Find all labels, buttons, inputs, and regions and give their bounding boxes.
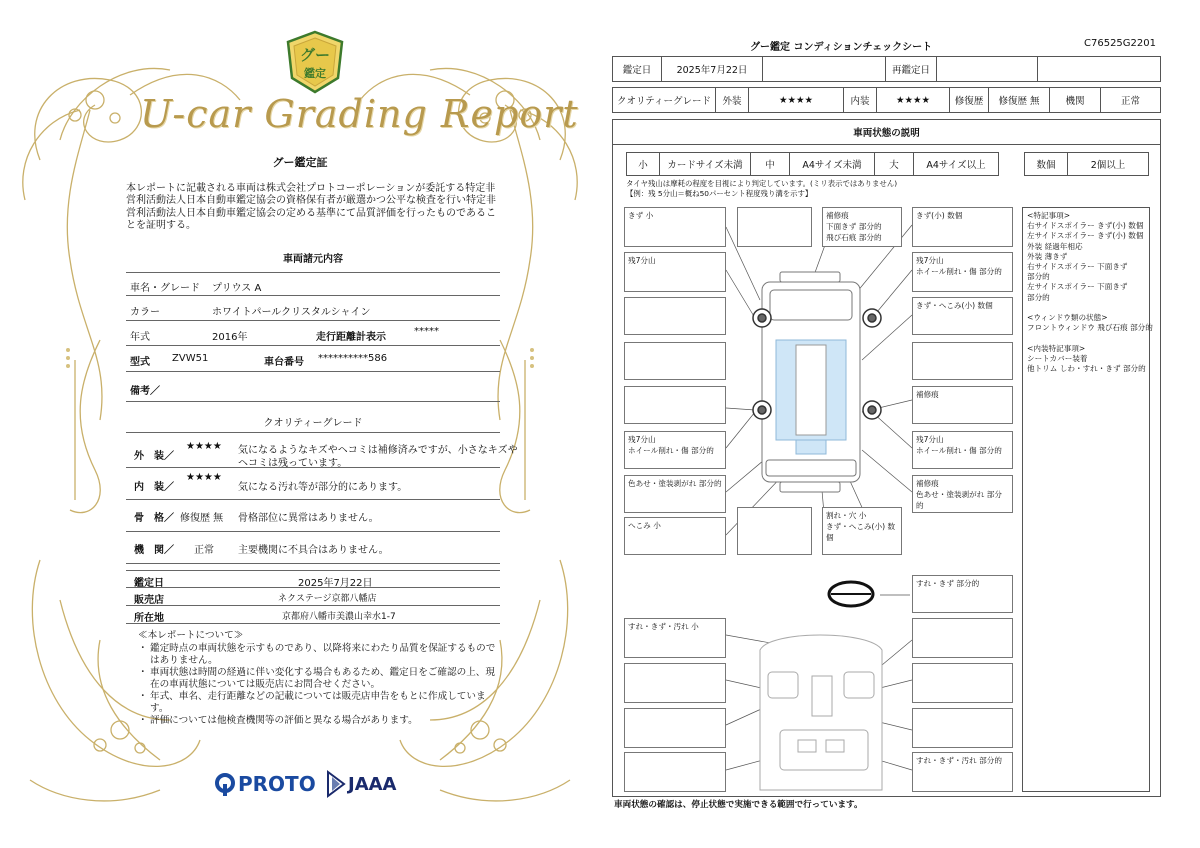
- appraisal-shop-value: ネクステージ京都八幡店: [278, 594, 377, 604]
- grade-int-value: ★★★★: [876, 87, 950, 113]
- spec-remarks-label: 備考／: [130, 386, 160, 397]
- date-value-cell: 2025年7月22日: [661, 56, 763, 82]
- sheet-code: C76525G2201: [1084, 38, 1156, 49]
- appraisal-address-value: 京都府八幡市美濃山幸水1-7: [282, 612, 396, 622]
- grade-engine-label: 機関: [1049, 87, 1101, 113]
- annotation-empty: [912, 663, 1013, 703]
- quality-interior-stars: ★★★★: [186, 472, 222, 483]
- footer-logos: [214, 770, 414, 800]
- spec-year-label: 年式: [130, 332, 150, 343]
- spec-row-model: [126, 346, 500, 372]
- quality-frame-text: 骨格部位に異常はありません。: [238, 513, 379, 524]
- jaaa-logo: JAAA: [348, 774, 397, 795]
- appraisal-date-value: 2025年7月22日: [298, 578, 373, 589]
- size-medium-label: 中: [750, 152, 790, 176]
- appraisal-date-row: [126, 570, 500, 588]
- spec-row-year: [126, 321, 500, 346]
- spec-row-remarks: [126, 372, 500, 402]
- quality-exterior-stars: ★★★★: [186, 441, 222, 452]
- notice-item: ・ 評価については他検査機関等の評価と異なる場合があります。: [138, 715, 418, 726]
- annotation-empty: [737, 507, 812, 555]
- spec-model-value: ZVW51: [172, 353, 209, 364]
- spec-color-label: カラー: [130, 307, 160, 318]
- date-empty-cell: [762, 56, 886, 82]
- notice-item: ・ 年式、車名、走行距離などの記載については販売店申告をもとに作成しています。: [138, 691, 486, 714]
- appraisal-address-label: 所在地: [134, 613, 164, 624]
- annotation-right-rear-door: 補修痕: [912, 386, 1013, 424]
- annotation-front-right-tire: 残7分山 ホイール削れ・傷 部分的: [912, 252, 1013, 292]
- appraisal-shop-label: 販売店: [134, 595, 164, 606]
- spec-mileage-value: *****: [414, 326, 439, 337]
- state-title-cell: 車両状態の説明: [612, 119, 1161, 145]
- quality-engine-text: 主要機関に不具合はありません。: [238, 545, 389, 556]
- date-label-cell: 鑑定日: [612, 56, 662, 82]
- report-title: U-car Grading Report: [140, 92, 579, 136]
- notice-item: ・ 鑑定時点の車両状態を示すものであり、以降将来にわたり品質を保証するものではありません。: [138, 643, 496, 666]
- special-notes: <特記事項> 右サイドスポイラー きず(小) 数個 左サイドスポイラー きず(小) 数個 外装 経過年相応 外装 薄きず 右サイドスポイラー 下面きず 部分的 左サイドスポイラー 下面きず 部分的 <ウィンドウ類の状態> フロントウィンドウ 飛び石痕 部分的 <内装特記事項> シートカバー装着 他トリム しわ・すれ・きず 部分的: [1022, 207, 1150, 792]
- spec-name-label: 車名・グレード: [130, 283, 200, 294]
- size-large-desc: A4サイズ以上: [913, 152, 999, 176]
- notice-heading: ≪本レポートについて≫: [138, 630, 244, 641]
- svg-text:グー: グー: [299, 46, 331, 64]
- appraisal-shop-row: [126, 588, 500, 606]
- annotation-rear-right-panel: 補修痕 色あせ・塗装剥がれ 部分的: [912, 475, 1013, 513]
- annotation-empty: [912, 618, 1013, 658]
- annotation-front-bumper: 補修痕 下面きず 部分的 飛び石痕 部分的: [822, 207, 902, 247]
- sheet-title: グー鑑定 コンディションチェックシート: [750, 42, 933, 53]
- grade-ext-label: 外装: [715, 87, 749, 113]
- appraisal-date-label: 鑑定日: [134, 578, 164, 589]
- grade-ext-value: ★★★★: [748, 87, 844, 113]
- quality-section-title: クオリティーグレード: [263, 418, 363, 429]
- quality-exterior-label: 外 装／: [134, 451, 174, 462]
- quality-frame-label: 骨 格／: [134, 513, 174, 524]
- spec-section-title: 車両諸元内容: [283, 254, 343, 265]
- svg-text:鑑定: 鑑定: [304, 67, 326, 80]
- quality-engine-value: 正常: [194, 545, 214, 556]
- redate-label-cell: 再鑑定日: [885, 56, 937, 82]
- grade-engine-value: 正常: [1100, 87, 1161, 113]
- size-medium-desc: A4サイズ未満: [789, 152, 875, 176]
- grade-label-cell: クオリティーグレード: [612, 87, 716, 113]
- goo-kantei-logo: [284, 30, 346, 94]
- grade-repair-label: 修復歴: [949, 87, 989, 113]
- annotation-empty: [912, 708, 1013, 748]
- annotation-interior-rear: すれ・きず・汚れ 部分的: [912, 752, 1013, 792]
- quality-row-frame: [126, 500, 500, 532]
- quality-row-interior: [126, 468, 500, 500]
- annotation-front-right-panel: きず(小) 数個: [912, 207, 1013, 247]
- annotation-empty: [624, 663, 726, 703]
- annotation-front-left-tire: 残7分山: [624, 252, 726, 292]
- quality-row-exterior: [126, 432, 518, 469]
- annotation-interior-front-left: すれ・きず・汚れ 小: [624, 618, 726, 658]
- spec-color-value: ホワイトパールクリスタルシャイン: [212, 307, 371, 318]
- size-small-label: 小: [626, 152, 660, 176]
- annotation-empty: [624, 297, 726, 335]
- annotation-empty: [624, 342, 726, 380]
- grade-repair-value: 修復歴 無: [988, 87, 1050, 113]
- annotation-empty: [624, 386, 726, 424]
- annotation-right-front-door: きず・へこみ(小) 数個: [912, 297, 1013, 335]
- grade-int-label: 内装: [843, 87, 877, 113]
- quality-exterior-text2: ヘコミは残っています。: [238, 458, 348, 469]
- report-notice: [138, 630, 500, 727]
- redate-value-cell: [936, 56, 1038, 82]
- annotation-rear-left-panel: 色あせ・塗装剥がれ 部分的: [624, 475, 726, 513]
- bottom-note: 車両状態の確認は、停止状態で実施できる範囲で行っています。: [614, 800, 863, 810]
- proto-logo: PROTO: [238, 772, 316, 796]
- spec-mileage-label: 走行距離計表示: [316, 332, 386, 343]
- spec-row-name: [126, 272, 500, 296]
- spec-name-value: プリウス A: [212, 283, 262, 294]
- annotation-rear-left-tire: 残7分山 ホイール削れ・傷 部分的: [624, 431, 726, 469]
- cert-body: 本レポートに記載される車両は株式会社プロトコーポレーションが委託する特定非営利活動法人日本自動車鑑定協会の資格保有者が厳選かつ公平な検査を行い特定非営利活動法人日本自動車鑑定協会の定める基準にて品質評価を行ったものであることを証明する。: [126, 183, 496, 232]
- annotation-empty: [912, 342, 1013, 380]
- size-count-desc: 2個以上: [1067, 152, 1149, 176]
- spec-row-color: [126, 296, 500, 321]
- annotation-rear-left-corner: へこみ 小: [624, 517, 726, 555]
- proto-logo-icon: [214, 772, 236, 796]
- annotation-steering: すれ・きず 部分的: [912, 575, 1013, 613]
- notice-item: ・ 車両状態は時間の経過に伴い変化する場合もあるため、鑑定日をご確認の上、現在の車両状態については販売店にお問合せください。: [138, 667, 495, 690]
- spec-year-value: 2016年: [212, 332, 248, 343]
- annotation-rear-bumper: 割れ・穴 小 きず・へこみ(小) 数個: [822, 507, 902, 555]
- annotation-empty: [624, 708, 726, 748]
- quality-interior-text: 気になる汚れ等が部分的にあります。: [238, 482, 408, 493]
- size-small-desc: カードサイズ未満: [659, 152, 751, 176]
- spec-vin-value: **********586: [318, 353, 388, 364]
- quality-engine-label: 機 関／: [134, 545, 174, 556]
- quality-frame-value: 修復歴 無: [180, 513, 224, 524]
- annotation-empty: [737, 207, 812, 247]
- quality-interior-label: 内 装／: [134, 482, 174, 493]
- annotation-rear-right-tire: 残7分山 ホイール削れ・傷 部分的: [912, 431, 1013, 469]
- cert-heading: グー鑑定証: [272, 156, 328, 169]
- condition-check-sheet: [600, 0, 1200, 848]
- tire-note: タイヤ残山は摩耗の程度を目視により判定しています。(ミリ表示ではありません) 【例：残 5分山＝概ね50パーセント程度残り溝を示す】: [626, 179, 898, 198]
- jaaa-logo-icon: [326, 770, 346, 798]
- size-count-label: 数個: [1024, 152, 1068, 176]
- quality-row-engine: [126, 532, 500, 564]
- appraisal-address-row: [126, 606, 500, 624]
- spec-model-label: 型式: [130, 357, 150, 368]
- redate-empty-cell: [1037, 56, 1161, 82]
- spec-vin-label: 車台番号: [264, 357, 304, 368]
- annotation-front-left-panel: きず 小: [624, 207, 726, 247]
- quality-exterior-text1: 気になるようなキズやヘコミは補修済みですが、小さなキズや: [238, 445, 518, 456]
- annotation-empty: [624, 752, 726, 792]
- size-large-label: 大: [874, 152, 914, 176]
